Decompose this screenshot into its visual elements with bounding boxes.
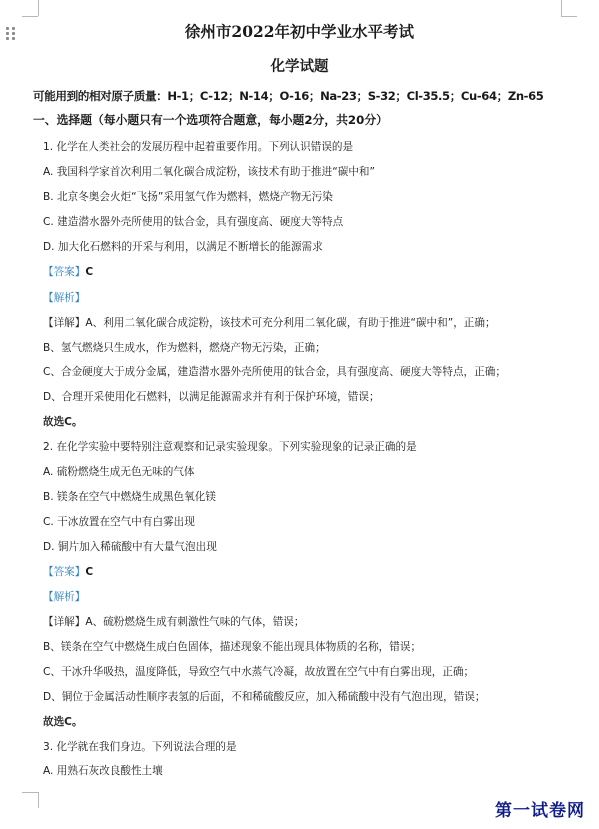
question-2-explain-a: 【详解】A、硫粉燃烧生成有刺激性气味的气体，错误； — [43, 616, 305, 628]
question-2-stem: 2. 在化学实验中要特别注意观察和记录实验现象。下列实验现象的记录正确的是 — [43, 441, 417, 453]
answer-tag: 【答案】 — [43, 566, 86, 578]
answer-value: C — [85, 566, 94, 578]
question-2-conclusion: 故选C。 — [43, 716, 83, 728]
question-2-option-a: A. 硫粉燃烧生成无色无味的气体 — [43, 466, 195, 478]
question-1-explain-a: 【详解】A、利用二氧化碳合成淀粉，该技术可充分利用二氧化碳，有助于推进“碳中和”，正确； — [43, 317, 496, 329]
question-2-analysis — [43, 589, 85, 604]
crop-mark-top-left-v — [38, 0, 39, 16]
question-1-option-d: D. 加大化石燃料的开采与利用，以满足不断增长的能源需求 — [43, 241, 323, 253]
question-2-explain-b: B、镁条在空气中燃烧生成白色固体，描述现象不能出现具体物质的名称，错误； — [43, 641, 422, 653]
question-2-option-d: D. 铜片加入稀硫酸中有大量气泡出现 — [43, 541, 217, 553]
site-watermark: 第一试卷网 — [495, 801, 585, 821]
question-1-option-c: C. 建造潜水器外壳所使用的钛合金，具有强度高、硬度大等特点 — [43, 216, 344, 228]
question-2-answer — [43, 564, 93, 579]
analysis-tag: 【解析】 — [43, 292, 86, 304]
crop-mark-top-right-v — [561, 0, 562, 16]
analysis-tag: 【解析】 — [43, 591, 86, 603]
answer-value: C — [85, 266, 94, 278]
crop-mark-bottom-left-h — [22, 792, 38, 793]
crop-mark-top-left-h — [22, 16, 38, 17]
answer-tag: 【答案】 — [43, 266, 86, 278]
exam-title: 徐州市2022年初中学业水平考试 — [184, 22, 415, 41]
question-2-option-b: B. 镁条在空气中燃烧生成黑色氧化镁 — [43, 491, 216, 503]
question-2-option-c: C. 干冰放置在空气中有白雾出现 — [43, 516, 195, 528]
question-2-explain-c: C、干冰升华吸热，温度降低，导致空气中水蒸气冷凝，故放置在空气中有白雾出现，正确； — [43, 666, 475, 678]
exam-subtitle: 化学试题 — [270, 58, 329, 75]
crop-mark-bottom-left-v — [38, 792, 39, 808]
question-3-stem: 3. 化学就在我们身边。下列说法合理的是 — [43, 741, 237, 753]
section-title: 一、选择题（每小题只有一个选项符合题意，每小题2分，共20分） — [33, 113, 388, 127]
question-3-option-a: A. 用熟石灰改良酸性土壤 — [43, 765, 163, 777]
question-2-explain-d: D、铜位于金属活动性顺序表氢的后面，不和稀硫酸反应，加入稀硫酸中没有气泡出现，错误； — [43, 691, 486, 703]
question-1-option-b: B. 北京冬奥会火炬“飞扬”采用氢气作为燃料，燃烧产物无污染 — [43, 191, 333, 203]
atomic-masses: 可能用到的相对原子质量：H-1；C-12；N-14；O-16；Na-23；S-32；Cl-35.5；Cu-64；Zn-65 — [33, 89, 544, 103]
question-1-option-a: A. 我国科学家首次利用二氧化碳合成淀粉，该技术有助于推进“碳中和” — [43, 166, 375, 178]
question-1-conclusion: 故选C。 — [43, 416, 83, 428]
question-1-explain-b: B、氢气燃烧只生成水，作为燃料，燃烧产物无污染，正确； — [43, 342, 326, 354]
question-1-stem: 1. 化学在人类社会的发展历程中起着重要作用。下列认识错误的是 — [43, 141, 354, 153]
crop-mark-top-right-h — [561, 16, 577, 17]
question-1-explain-d: D、合理开采使用化石燃料，以满足能源需求并有利于保护环境，错误； — [43, 391, 380, 403]
question-1-answer — [43, 264, 93, 279]
question-1-explain-c: C、合金硬度大于成分金属，建造潜水器外壳所使用的钛合金，具有强度高、硬度大等特点，正确； — [43, 366, 506, 378]
question-1-analysis — [43, 290, 85, 305]
